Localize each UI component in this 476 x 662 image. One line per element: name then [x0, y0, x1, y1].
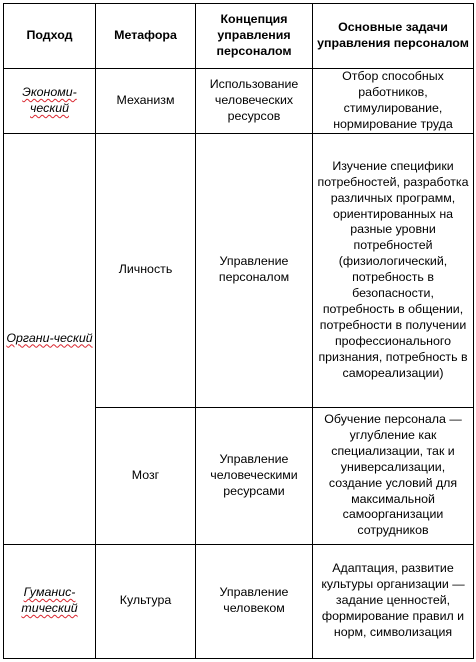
- tasks-cell: Адаптация, развитие культуры организации — задание ценностей, формирование правил и норм, символизация: [313, 544, 474, 658]
- table-row-humanistic: [4, 544, 474, 658]
- header-approach: Подход: [4, 4, 96, 69]
- approach-humanistic: Гуманис-тический: [21, 585, 78, 616]
- table-row-economic: [4, 69, 474, 134]
- tasks-cell: Отбор способных работников, стимулирование, нормирование труда: [313, 69, 474, 134]
- tasks-cell: Изучение специфики потребностей, разработка различных программ, ориентированных на разные уровни потребностей (физиологический, потребность в безопасности, потребность в общении, потребности в получении профессионального признания, потребность в самореализации): [313, 133, 474, 407]
- concept-cell: Управление человеческими ресурсами: [196, 407, 313, 544]
- table-row-organic-personality: [4, 133, 474, 407]
- header-concept: Концепция управления персоналом: [196, 4, 313, 69]
- metaphor-cell: Механизм: [96, 69, 196, 134]
- approach-cell: [4, 69, 96, 134]
- header-tasks: Основные задачи управления персоналом: [313, 4, 474, 69]
- approach-organic: Органи-ческий: [6, 330, 93, 345]
- concept-cell: Управление персоналом: [196, 133, 313, 407]
- concept-cell: Использование человеческих ресурсов: [196, 69, 313, 134]
- metaphor-cell: Культура: [96, 544, 196, 658]
- approach-cell: [4, 133, 96, 544]
- approach-cell: [4, 544, 96, 658]
- metaphor-cell: Мозг: [96, 407, 196, 544]
- metaphor-cell: Личность: [96, 133, 196, 407]
- concept-cell: Управление человеком: [196, 544, 313, 658]
- table-header-row: [4, 4, 474, 69]
- approach-economic: Экономи-ческий: [22, 84, 77, 115]
- tasks-cell: Обучение персонала — углубление как специализации, так и универсализации, создание условий для максимальной самоорганизации сотрудников: [313, 407, 474, 544]
- header-metaphor: Метафора: [96, 4, 196, 69]
- personnel-management-table: [3, 3, 474, 659]
